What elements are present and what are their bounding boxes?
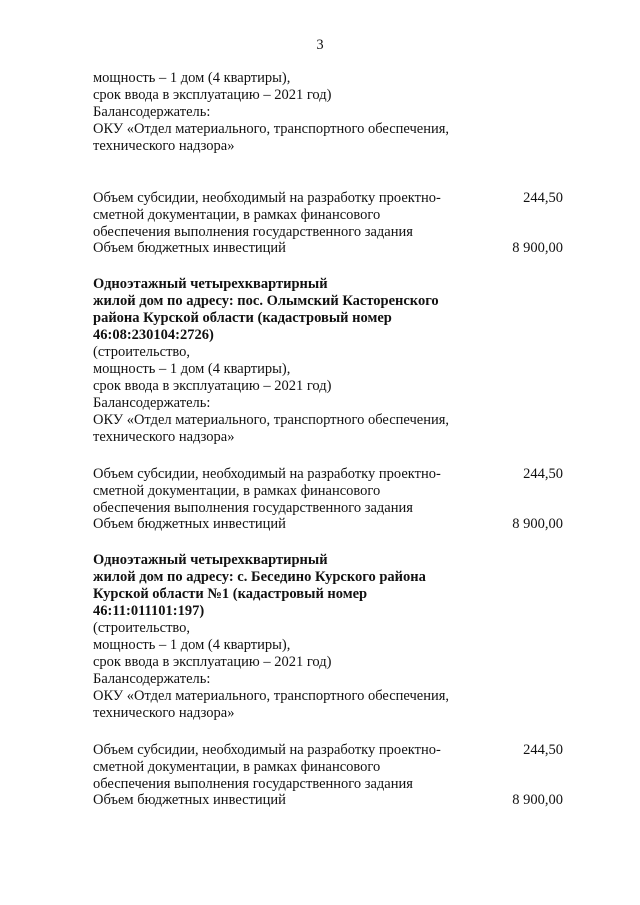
- investment-value: 8 900,00: [512, 516, 563, 532]
- detail-line: срок ввода в эксплуатацию – 2021 год): [93, 378, 332, 394]
- detail-line: технического надзора»: [93, 138, 235, 154]
- detail-line: (строительство,: [93, 620, 191, 636]
- investment-label: Объем бюджетных инвестиций: [93, 792, 286, 808]
- subsidy-line: сметной документации, в рамках финансового: [93, 483, 381, 499]
- detail-line: мощность – 1 дом (4 квартиры),: [93, 70, 291, 86]
- detail-line: Балансодержатель:: [93, 671, 211, 687]
- object-title-line: Одноэтажный четырехквартирный: [93, 276, 328, 292]
- subsidy-line: сметной документации, в рамках финансового: [93, 207, 381, 223]
- investment-value: 8 900,00: [512, 792, 563, 808]
- subsidy-line: обеспечения выполнения государственного задания: [93, 224, 413, 240]
- investment-label: Объем бюджетных инвестиций: [93, 516, 286, 532]
- subsidy-line: сметной документации, в рамках финансового: [93, 759, 381, 775]
- subsidy-line: обеспечения выполнения государственного задания: [93, 776, 413, 792]
- object-title-line: жилой дом по адресу: с. Беседино Курского района: [93, 569, 426, 585]
- subsidy-line: Объем субсидии, необходимый на разработку проектно-: [93, 190, 441, 206]
- page-number: 3: [316, 37, 324, 53]
- object-title-line: 46:11:011101:197): [93, 603, 205, 619]
- subsidy-line: Объем субсидии, необходимый на разработку проектно-: [93, 742, 441, 758]
- detail-line: ОКУ «Отдел материального, транспортного обеспечения,: [93, 688, 450, 704]
- detail-line: технического надзора»: [93, 705, 235, 721]
- detail-line: срок ввода в эксплуатацию – 2021 год): [93, 654, 332, 670]
- object-title-line: жилой дом по адресу: пос. Олымский Касторенского: [93, 293, 439, 309]
- detail-line: ОКУ «Отдел материального, транспортного обеспечения,: [93, 412, 450, 428]
- detail-line: ОКУ «Отдел материального, транспортного обеспечения,: [93, 121, 450, 137]
- detail-line: мощность – 1 дом (4 квартиры),: [93, 637, 291, 653]
- object-title-line: Одноэтажный четырехквартирный: [93, 552, 328, 568]
- detail-line: Балансодержатель:: [93, 395, 211, 411]
- subsidy-line: Объем субсидии, необходимый на разработку проектно-: [93, 466, 441, 482]
- subsidy-value: 244,50: [523, 190, 563, 206]
- object-title-line: района Курской области (кадастровый номер: [93, 310, 392, 326]
- subsidy-line: обеспечения выполнения государственного задания: [93, 500, 413, 516]
- detail-line: (строительство,: [93, 344, 191, 360]
- subsidy-value: 244,50: [523, 742, 563, 758]
- investment-label: Объем бюджетных инвестиций: [93, 240, 286, 256]
- detail-line: Балансодержатель:: [93, 104, 211, 120]
- detail-line: мощность – 1 дом (4 квартиры),: [93, 361, 291, 377]
- detail-line: технического надзора»: [93, 429, 235, 445]
- object-title-line: 46:08:230104:2726): [93, 327, 214, 343]
- detail-line: срок ввода в эксплуатацию – 2021 год): [93, 87, 332, 103]
- investment-value: 8 900,00: [512, 240, 563, 256]
- object-title-line: Курской области №1 (кадастровый номер: [93, 586, 368, 602]
- subsidy-value: 244,50: [523, 466, 563, 482]
